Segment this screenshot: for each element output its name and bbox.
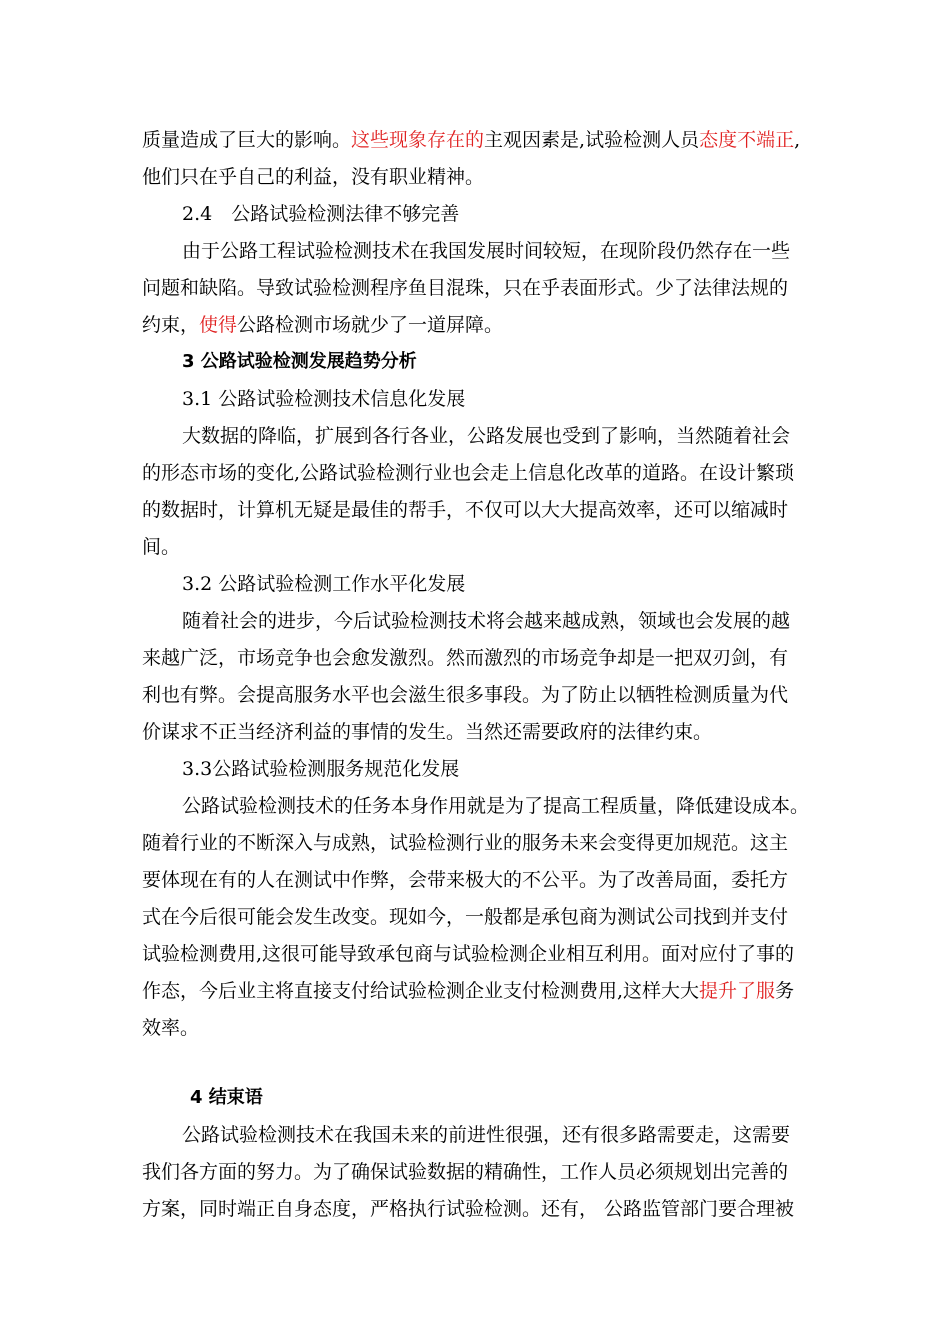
paragraph-line: 的形态市场的变化,公路试验检测行业也会走上信息化改革的道路。在设计繁琐 — [142, 462, 795, 484]
section-heading: 3.1 公路试验检测技术信息化发展 — [182, 388, 466, 410]
paragraph-line: 价谋求不正当经济利益的事情的发生。当然还需要政府的法律约束。 — [142, 721, 713, 743]
text-run: 公路检测市场就少了一道屏障。 — [237, 314, 504, 336]
text-run: 务 — [775, 980, 795, 1002]
paragraph-line: 利也有弊。会提高服务水平也会滋生很多事段。为了防止以牺牲检测质量为代 — [142, 684, 789, 706]
paragraph-line — [142, 313, 503, 337]
paragraph-line: 方案，同时端正自身态度，严格执行试验检测。还有， 公路监管部门要合理被 — [142, 1198, 795, 1220]
chapter-heading: 4 结束语 — [190, 1087, 263, 1108]
highlighted-text: 这些现象存在的 — [351, 129, 485, 151]
paragraph-line: 式在今后很可能会发生改变。现如今，一般都是承包商为测试公司找到并支付 — [142, 906, 789, 928]
paragraph-line: 他们只在乎自己的利益，没有职业精神。 — [142, 166, 485, 188]
paragraph-line: 随着社会的进步，今后试验检测技术将会越来越成熟，领域也会发展的越 — [182, 610, 791, 632]
text-run: 约束， — [142, 314, 200, 336]
paragraph-line: 的数据时，计算机无疑是最佳的帮手，不仅可以大大提高效率，还可以缩减时 — [142, 499, 789, 521]
paragraph-line: 公路试验检测技术的任务本身作用就是为了提高工程质量，降低建设成本。 — [182, 795, 810, 817]
paragraph-line: 大数据的降临，扩展到各行各业，公路发展也受到了影响，当然随着社会 — [182, 425, 791, 447]
highlighted-text: 态度不端正 — [699, 129, 795, 151]
paragraph-line: 公路试验检测技术在我国未来的前进性很强，还有很多路需要走，这需要 — [182, 1124, 791, 1146]
paragraph-line: 问题和缺陷。导致试验检测程序鱼目混珠，只在乎表面形式。少了法律法规的 — [142, 277, 789, 299]
paragraph-line: 效率。 — [142, 1017, 200, 1039]
text-run: 主观因素是,试验检测人员 — [484, 129, 700, 151]
section-heading: 3.3公路试验检测服务规范化发展 — [182, 758, 460, 780]
highlighted-text: 提升了服 — [699, 980, 776, 1002]
paragraph-line: 来越广泛，市场竞争也会愈发激烈。然而激烈的市场竞争却是一把双刃剑，有 — [142, 647, 789, 669]
text-run: , — [794, 129, 801, 151]
text-run: 质量造成了巨大的影响。 — [142, 129, 352, 151]
paragraph-line: 要体现在有的人在测试中作弊，会带来极大的不公平。为了改善局面，委托方 — [142, 869, 789, 891]
paragraph-line: 由于公路工程试验检测技术在我国发展时间较短，在现阶段仍然存在一些 — [182, 240, 791, 262]
section-heading: 3.2 公路试验检测工作水平化发展 — [182, 573, 466, 595]
paragraph-line — [142, 128, 800, 152]
highlighted-text: 使得 — [199, 314, 238, 336]
paragraph-line — [142, 979, 794, 1003]
chapter-heading: 3 公路试验检测发展趋势分析 — [182, 351, 417, 372]
paragraph-line: 随着行业的不断深入与成熟，试验检测行业的服务未来会变得更加规范。这主 — [142, 832, 789, 854]
paragraph-line: 我们各方面的努力。为了确保试验数据的精确性，工作人员必须规划出完善的 — [142, 1161, 789, 1183]
text-run: 作态，今后业主将直接支付给试验检测企业支付检测费用,这样大大 — [142, 980, 700, 1002]
paragraph-line: 试验检测费用,这很可能导致承包商与试验检测企业相互利用。面对应付了事的 — [142, 943, 795, 965]
paragraph-line: 间。 — [142, 536, 181, 558]
section-heading: 2.4 公路试验检测法律不够完善 — [182, 203, 460, 225]
